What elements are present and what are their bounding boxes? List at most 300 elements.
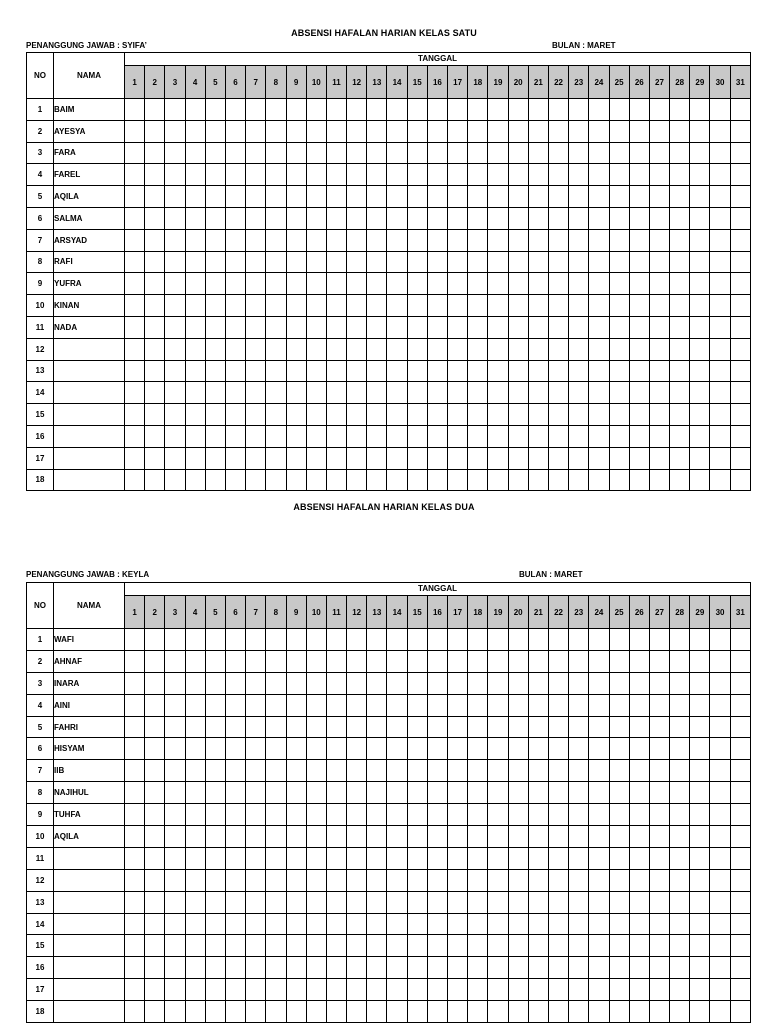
- attendance-cell: [205, 782, 225, 804]
- attendance-cell: [710, 847, 730, 869]
- attendance-cell: [468, 295, 488, 317]
- attendance-cell: [690, 404, 710, 426]
- attendance-cell: [165, 273, 185, 295]
- attendance-cell: [427, 891, 447, 913]
- day-header-14: 14: [387, 596, 407, 629]
- attendance-cell: [306, 913, 326, 935]
- attendance-cell: [589, 913, 609, 935]
- attendance-cell: [690, 826, 710, 848]
- attendance-cell: [468, 629, 488, 651]
- attendance-cell: [528, 425, 548, 447]
- attendance-cell: [569, 338, 589, 360]
- attendance-cell: [649, 738, 669, 760]
- attendance-cell: [387, 273, 407, 295]
- attendance-cell: [730, 186, 750, 208]
- attendance-cell: [670, 738, 690, 760]
- attendance-cell: [286, 869, 306, 891]
- attendance-cell: [407, 979, 427, 1001]
- attendance-cell: [690, 650, 710, 672]
- attendance-cell: [488, 99, 508, 121]
- attendance-cell: [145, 251, 165, 273]
- attendance-cell: [407, 672, 427, 694]
- attendance-cell: [286, 694, 306, 716]
- attendance-cell: [468, 826, 488, 848]
- attendance-cell: [710, 164, 730, 186]
- attendance-cell: [347, 404, 367, 426]
- attendance-cell: [448, 1001, 468, 1023]
- attendance-cell: [649, 447, 669, 469]
- attendance-cell: [306, 469, 326, 491]
- attendance-cell: [690, 694, 710, 716]
- student-name: [54, 935, 125, 957]
- attendance-cell: [609, 782, 629, 804]
- row-number: 16: [27, 957, 54, 979]
- attendance-cell: [326, 782, 346, 804]
- attendance-cell: [468, 186, 488, 208]
- attendance-cell: [367, 120, 387, 142]
- attendance-cell: [427, 360, 447, 382]
- attendance-cell: [508, 935, 528, 957]
- attendance-cell: [165, 913, 185, 935]
- attendance-cell: [367, 360, 387, 382]
- table-row: [27, 804, 751, 826]
- attendance-cell: [448, 650, 468, 672]
- attendance-cell: [205, 425, 225, 447]
- attendance-cell: [690, 120, 710, 142]
- attendance-cell: [427, 164, 447, 186]
- attendance-cell: [508, 716, 528, 738]
- attendance-cell: [609, 672, 629, 694]
- attendance-cell: [690, 716, 710, 738]
- table-row: [27, 826, 751, 848]
- attendance-cell: [266, 425, 286, 447]
- attendance-cell: [448, 760, 468, 782]
- attendance-cell: [185, 295, 205, 317]
- student-name: NAJIHUL: [54, 782, 125, 804]
- row-number: 1: [27, 99, 54, 121]
- attendance-cell: [609, 760, 629, 782]
- attendance-cell: [649, 847, 669, 869]
- attendance-cell: [326, 935, 346, 957]
- attendance-cell: [347, 164, 367, 186]
- attendance-cell: [629, 957, 649, 979]
- attendance-cell: [185, 120, 205, 142]
- attendance-cell: [548, 360, 568, 382]
- attendance-cell: [266, 186, 286, 208]
- attendance-cell: [629, 404, 649, 426]
- attendance-cell: [185, 382, 205, 404]
- attendance-cell: [286, 672, 306, 694]
- attendance-cell: [407, 716, 427, 738]
- attendance-cell: [125, 716, 145, 738]
- attendance-cell: [387, 869, 407, 891]
- attendance-cell: [407, 425, 427, 447]
- attendance-cell: [448, 338, 468, 360]
- attendance-cell: [730, 913, 750, 935]
- attendance-cell: [347, 869, 367, 891]
- attendance-cell: [286, 957, 306, 979]
- attendance-cell: [286, 316, 306, 338]
- attendance-cell: [427, 672, 447, 694]
- attendance-cell: [609, 716, 629, 738]
- attendance-cell: [488, 120, 508, 142]
- student-name: AYESYA: [54, 120, 125, 142]
- attendance-cell: [145, 869, 165, 891]
- attendance-cell: [165, 760, 185, 782]
- row-number: 7: [27, 229, 54, 251]
- attendance-cell: [306, 847, 326, 869]
- attendance-cell: [609, 738, 629, 760]
- day-header-30: 30: [710, 596, 730, 629]
- attendance-cell: [649, 1001, 669, 1023]
- attendance-cell: [710, 716, 730, 738]
- attendance-cell: [347, 469, 367, 491]
- day-header-2: 2: [145, 596, 165, 629]
- attendance-cell: [508, 447, 528, 469]
- attendance-cell: [225, 229, 245, 251]
- attendance-cell: [488, 804, 508, 826]
- attendance-cell: [670, 338, 690, 360]
- student-name: [54, 1001, 125, 1023]
- attendance-cell: [145, 782, 165, 804]
- attendance-cell: [125, 650, 145, 672]
- attendance-cell: [145, 207, 165, 229]
- attendance-cell: [609, 694, 629, 716]
- attendance-cell: [548, 847, 568, 869]
- attendance-cell: [690, 979, 710, 1001]
- attendance-cell: [427, 716, 447, 738]
- attendance-cell: [185, 804, 205, 826]
- day-header-28: 28: [670, 66, 690, 99]
- attendance-cell: [225, 672, 245, 694]
- attendance-cell: [246, 251, 266, 273]
- attendance-cell: [286, 338, 306, 360]
- attendance-cell: [145, 229, 165, 251]
- attendance-cell: [528, 650, 548, 672]
- attendance-cell: [589, 273, 609, 295]
- column-header-nama: NAMA: [54, 583, 125, 629]
- attendance-cell: [407, 207, 427, 229]
- attendance-cell: [326, 360, 346, 382]
- attendance-cell: [326, 142, 346, 164]
- attendance-cell: [326, 738, 346, 760]
- attendance-cell: [710, 760, 730, 782]
- attendance-cell: [125, 760, 145, 782]
- attendance-cell: [387, 382, 407, 404]
- attendance-cell: [246, 425, 266, 447]
- attendance-cell: [367, 1001, 387, 1023]
- attendance-cell: [185, 694, 205, 716]
- attendance-cell: [730, 782, 750, 804]
- attendance-cell: [407, 404, 427, 426]
- attendance-cell: [367, 629, 387, 651]
- attendance-cell: [387, 295, 407, 317]
- attendance-cell: [730, 869, 750, 891]
- attendance-cell: [528, 869, 548, 891]
- attendance-cell: [528, 360, 548, 382]
- attendance-cell: [508, 672, 528, 694]
- attendance-cell: [528, 404, 548, 426]
- student-name: FARA: [54, 142, 125, 164]
- attendance-cell: [185, 826, 205, 848]
- attendance-cell: [670, 229, 690, 251]
- attendance-cell: [649, 186, 669, 208]
- attendance-cell: [407, 120, 427, 142]
- attendance-cell: [609, 316, 629, 338]
- attendance-cell: [205, 716, 225, 738]
- attendance-cell: [367, 847, 387, 869]
- attendance-cell: [266, 295, 286, 317]
- attendance-cell: [508, 382, 528, 404]
- attendance-cell: [246, 447, 266, 469]
- attendance-cell: [407, 447, 427, 469]
- attendance-cell: [427, 694, 447, 716]
- attendance-cell: [670, 913, 690, 935]
- attendance-cell: [266, 869, 286, 891]
- attendance-cell: [730, 120, 750, 142]
- attendance-cell: [710, 629, 730, 651]
- attendance-cell: [125, 694, 145, 716]
- attendance-cell: [185, 782, 205, 804]
- attendance-cell: [225, 469, 245, 491]
- attendance-cell: [548, 186, 568, 208]
- attendance-cell: [407, 760, 427, 782]
- attendance-cell: [286, 164, 306, 186]
- attendance-cell: [387, 629, 407, 651]
- attendance-cell: [468, 1001, 488, 1023]
- student-name: [54, 469, 125, 491]
- attendance-cell: [448, 251, 468, 273]
- attendance-cell: [266, 847, 286, 869]
- attendance-cell: [347, 120, 367, 142]
- day-header-12: 12: [347, 66, 367, 99]
- attendance-cell: [508, 273, 528, 295]
- attendance-cell: [266, 760, 286, 782]
- attendance-cell: [629, 979, 649, 1001]
- attendance-cell: [205, 229, 225, 251]
- attendance-cell: [649, 760, 669, 782]
- attendance-cell: [468, 360, 488, 382]
- day-header-24: 24: [589, 66, 609, 99]
- attendance-cell: [528, 273, 548, 295]
- attendance-cell: [387, 738, 407, 760]
- attendance-cell: [165, 338, 185, 360]
- day-header-21: 21: [528, 66, 548, 99]
- attendance-cell: [145, 1001, 165, 1023]
- attendance-cell: [508, 338, 528, 360]
- attendance-cell: [145, 891, 165, 913]
- attendance-cell: [569, 629, 589, 651]
- attendance-cell: [347, 847, 367, 869]
- attendance-cell: [387, 251, 407, 273]
- attendance-cell: [387, 316, 407, 338]
- attendance-cell: [387, 847, 407, 869]
- attendance-cell: [407, 826, 427, 848]
- student-name: ARSYAD: [54, 229, 125, 251]
- table-row: [27, 869, 751, 891]
- attendance-cell: [145, 338, 165, 360]
- attendance-cell: [548, 760, 568, 782]
- attendance-cell: [407, 1001, 427, 1023]
- attendance-cell: [145, 186, 165, 208]
- attendance-cell: [145, 316, 165, 338]
- attendance-cell: [609, 273, 629, 295]
- attendance-cell: [185, 469, 205, 491]
- attendance-cell: [185, 404, 205, 426]
- attendance-cell: [528, 207, 548, 229]
- attendance-cell: [609, 847, 629, 869]
- attendance-cell: [427, 273, 447, 295]
- attendance-cell: [326, 957, 346, 979]
- attendance-cell: [649, 164, 669, 186]
- attendance-cell: [266, 804, 286, 826]
- attendance-cell: [427, 760, 447, 782]
- attendance-cell: [367, 979, 387, 1001]
- attendance-cell: [569, 207, 589, 229]
- attendance-cell: [205, 826, 225, 848]
- attendance-cell: [326, 404, 346, 426]
- attendance-cell: [246, 229, 266, 251]
- attendance-cell: [367, 142, 387, 164]
- attendance-cell: [629, 99, 649, 121]
- attendance-cell: [488, 891, 508, 913]
- attendance-cell: [125, 847, 145, 869]
- attendance-cell: [246, 295, 266, 317]
- attendance-cell: [427, 229, 447, 251]
- attendance-cell: [609, 142, 629, 164]
- attendance-cell: [690, 891, 710, 913]
- attendance-cell: [710, 316, 730, 338]
- attendance-cell: [185, 1001, 205, 1023]
- attendance-cell: [347, 804, 367, 826]
- student-name: [54, 382, 125, 404]
- attendance-cell: [326, 716, 346, 738]
- attendance-cell: [609, 207, 629, 229]
- attendance-cell: [367, 672, 387, 694]
- attendance-cell: [670, 672, 690, 694]
- attendance-cell: [185, 142, 205, 164]
- attendance-cell: [205, 694, 225, 716]
- attendance-cell: [165, 891, 185, 913]
- attendance-cell: [185, 650, 205, 672]
- attendance-cell: [629, 382, 649, 404]
- attendance-cell: [569, 404, 589, 426]
- attendance-cell: [448, 447, 468, 469]
- attendance-cell: [407, 229, 427, 251]
- attendance-cell: [165, 869, 185, 891]
- attendance-cell: [569, 382, 589, 404]
- attendance-cell: [690, 804, 710, 826]
- attendance-cell: [326, 186, 346, 208]
- attendance-cell: [225, 650, 245, 672]
- table-row: [27, 891, 751, 913]
- attendance-cell: [710, 251, 730, 273]
- attendance-cell: [468, 382, 488, 404]
- attendance-cell: [326, 273, 346, 295]
- student-name: [54, 979, 125, 1001]
- attendance-cell: [387, 360, 407, 382]
- attendance-cell: [125, 186, 145, 208]
- attendance-cell: [730, 694, 750, 716]
- row-number: 16: [27, 425, 54, 447]
- attendance-cell: [246, 694, 266, 716]
- attendance-cell: [165, 142, 185, 164]
- attendance-cell: [326, 1001, 346, 1023]
- attendance-cell: [407, 164, 427, 186]
- attendance-cell: [730, 251, 750, 273]
- attendance-cell: [468, 338, 488, 360]
- attendance-cell: [589, 760, 609, 782]
- attendance-cell: [427, 979, 447, 1001]
- attendance-cell: [528, 694, 548, 716]
- attendance-cell: [468, 164, 488, 186]
- attendance-cell: [488, 847, 508, 869]
- attendance-cell: [730, 404, 750, 426]
- attendance-cell: [225, 120, 245, 142]
- section1-bulan: BULAN : MARET: [552, 41, 616, 50]
- attendance-cell: [205, 164, 225, 186]
- attendance-cell: [609, 935, 629, 957]
- attendance-cell: [670, 142, 690, 164]
- attendance-cell: [569, 229, 589, 251]
- attendance-cell: [730, 804, 750, 826]
- attendance-cell: [710, 891, 730, 913]
- attendance-cell: [205, 738, 225, 760]
- attendance-cell: [427, 804, 447, 826]
- attendance-cell: [730, 447, 750, 469]
- attendance-cell: [427, 782, 447, 804]
- attendance-cell: [367, 716, 387, 738]
- row-number: 2: [27, 120, 54, 142]
- table-row: [27, 142, 751, 164]
- attendance-cell: [145, 142, 165, 164]
- attendance-cell: [569, 1001, 589, 1023]
- attendance-cell: [347, 295, 367, 317]
- attendance-cell: [266, 716, 286, 738]
- attendance-cell: [468, 760, 488, 782]
- attendance-cell: [528, 382, 548, 404]
- attendance-cell: [306, 447, 326, 469]
- day-header-25: 25: [609, 596, 629, 629]
- student-name: AHNAF: [54, 650, 125, 672]
- attendance-cell: [407, 316, 427, 338]
- attendance-cell: [488, 186, 508, 208]
- attendance-cell: [569, 251, 589, 273]
- attendance-cell: [649, 826, 669, 848]
- attendance-cell: [185, 891, 205, 913]
- attendance-cell: [185, 957, 205, 979]
- attendance-cell: [306, 738, 326, 760]
- attendance-cell: [407, 186, 427, 208]
- attendance-cell: [165, 629, 185, 651]
- attendance-cell: [326, 469, 346, 491]
- day-header-5: 5: [205, 66, 225, 99]
- attendance-cell: [407, 935, 427, 957]
- row-number: 12: [27, 338, 54, 360]
- row-number: 9: [27, 804, 54, 826]
- attendance-cell: [609, 186, 629, 208]
- day-header-4: 4: [185, 66, 205, 99]
- attendance-table-kelas-dua: [26, 582, 751, 1023]
- row-number: 17: [27, 447, 54, 469]
- attendance-cell: [246, 99, 266, 121]
- attendance-cell: [448, 164, 468, 186]
- attendance-cell: [125, 382, 145, 404]
- attendance-cell: [205, 273, 225, 295]
- day-header-19: 19: [488, 66, 508, 99]
- attendance-cell: [427, 425, 447, 447]
- attendance-cell: [548, 273, 568, 295]
